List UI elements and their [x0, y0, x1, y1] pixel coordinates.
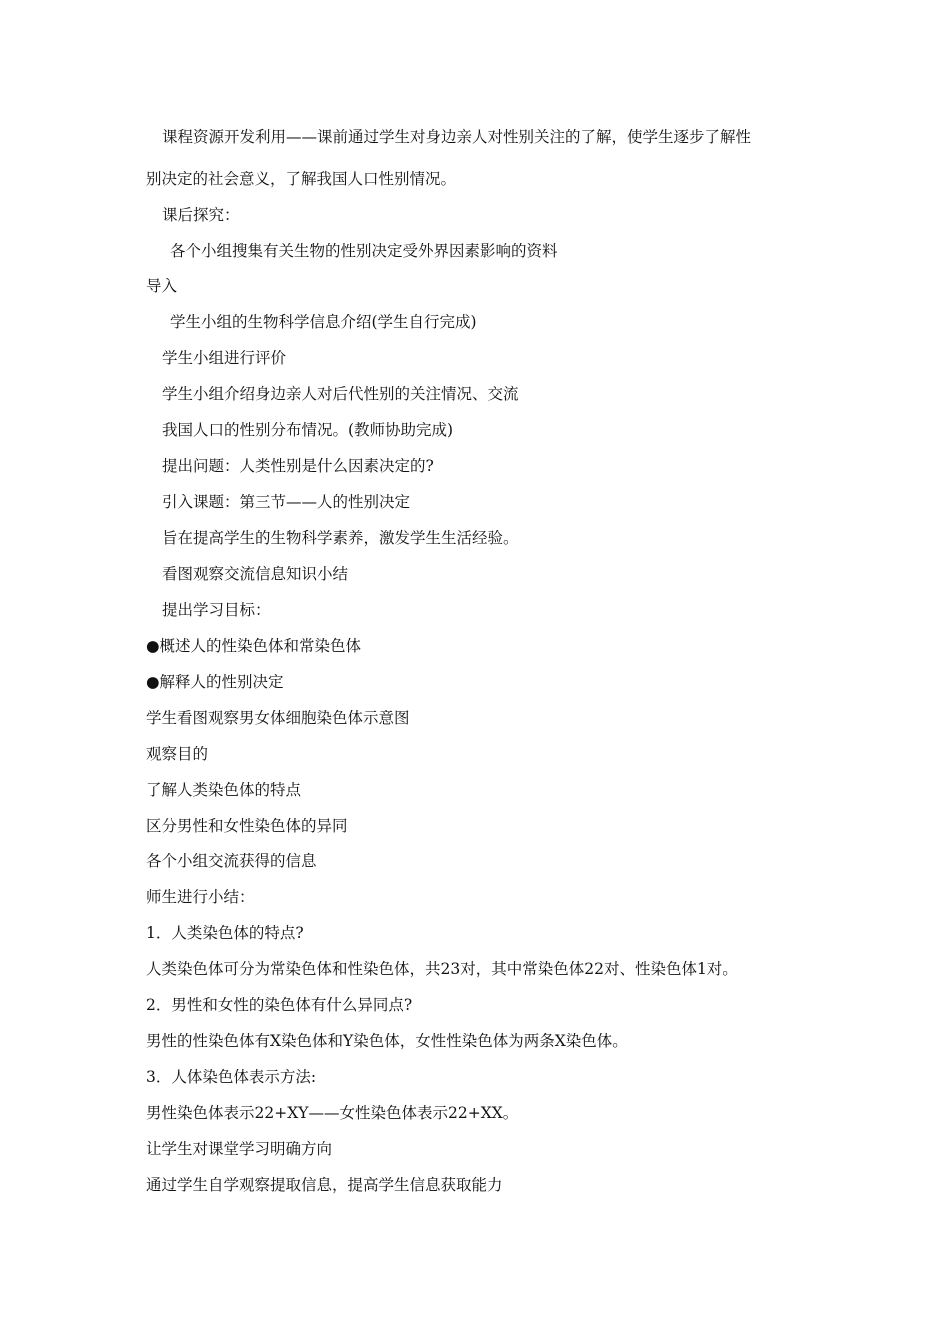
- text-line: 课后探究：: [162, 206, 240, 224]
- text-line: 课程资源开发利用——课前通过学生对身边亲人对性别关注的了解，使学生逐步了解性: [162, 128, 752, 146]
- text-line: 提出学习目标：: [162, 601, 271, 619]
- text-line: 2．男性和女性的染色体有什么异同点?: [146, 996, 413, 1014]
- text-line: 男性染色体表示22+XY——女性染色体表示22+XX。: [146, 1104, 519, 1122]
- text-line: 3．人体染色体表示方法:: [146, 1068, 317, 1086]
- text-line: 别决定的社会意义，了解我国人口性别情况。: [146, 170, 457, 188]
- text-line: 学生小组的生物科学信息介绍(学生自行完成): [170, 313, 477, 331]
- text-line: 旨在提高学生的生物科学素养，激发学生生活经验。: [162, 529, 519, 547]
- text-line: 学生小组介绍身边亲人对后代性别的关注情况、交流: [162, 385, 519, 403]
- text-line: 导入: [146, 277, 178, 295]
- text-line: 各个小组交流获得的信息: [146, 852, 317, 870]
- text-line: 引入课题：第三节——人的性别决定: [162, 493, 411, 511]
- text-line: 了解人类染色体的特点: [146, 781, 302, 799]
- text-line: 看图观察交流信息知识小结: [162, 565, 349, 583]
- text-line: 我国人口的性别分布情况。(教师协助完成): [162, 421, 454, 439]
- text-line: 区分男性和女性染色体的异同: [146, 817, 348, 835]
- text-line: 人类染色体可分为常染色体和性染色体，共23对，其中常染色体22对、性染色体1对。: [146, 960, 738, 978]
- text-line: 让学生对课堂学习明确方向: [146, 1140, 333, 1158]
- text-line: 通过学生自学观察提取信息，提高学生信息获取能力: [146, 1176, 503, 1194]
- text-line: 观察目的: [146, 745, 209, 763]
- text-line: 师生进行小结：: [146, 888, 255, 906]
- text-line: 男性的性染色体有X染色体和Y染色体，女性性染色体为两条X染色体。: [146, 1032, 628, 1050]
- text-line: 1．人类染色体的特点?: [146, 924, 304, 942]
- text-line: 学生小组进行评价: [162, 349, 287, 367]
- text-line: ●概述人的性染色体和常染色体: [146, 637, 362, 655]
- text-line: 提出问题：人类性别是什么因素决定的?: [162, 457, 434, 475]
- text-line: 各个小组搜集有关生物的性别决定受外界因素影响的资料: [170, 242, 558, 260]
- text-line: ●解释人的性别决定: [146, 673, 284, 691]
- text-line: 学生看图观察男女体细胞染色体示意图: [146, 709, 410, 727]
